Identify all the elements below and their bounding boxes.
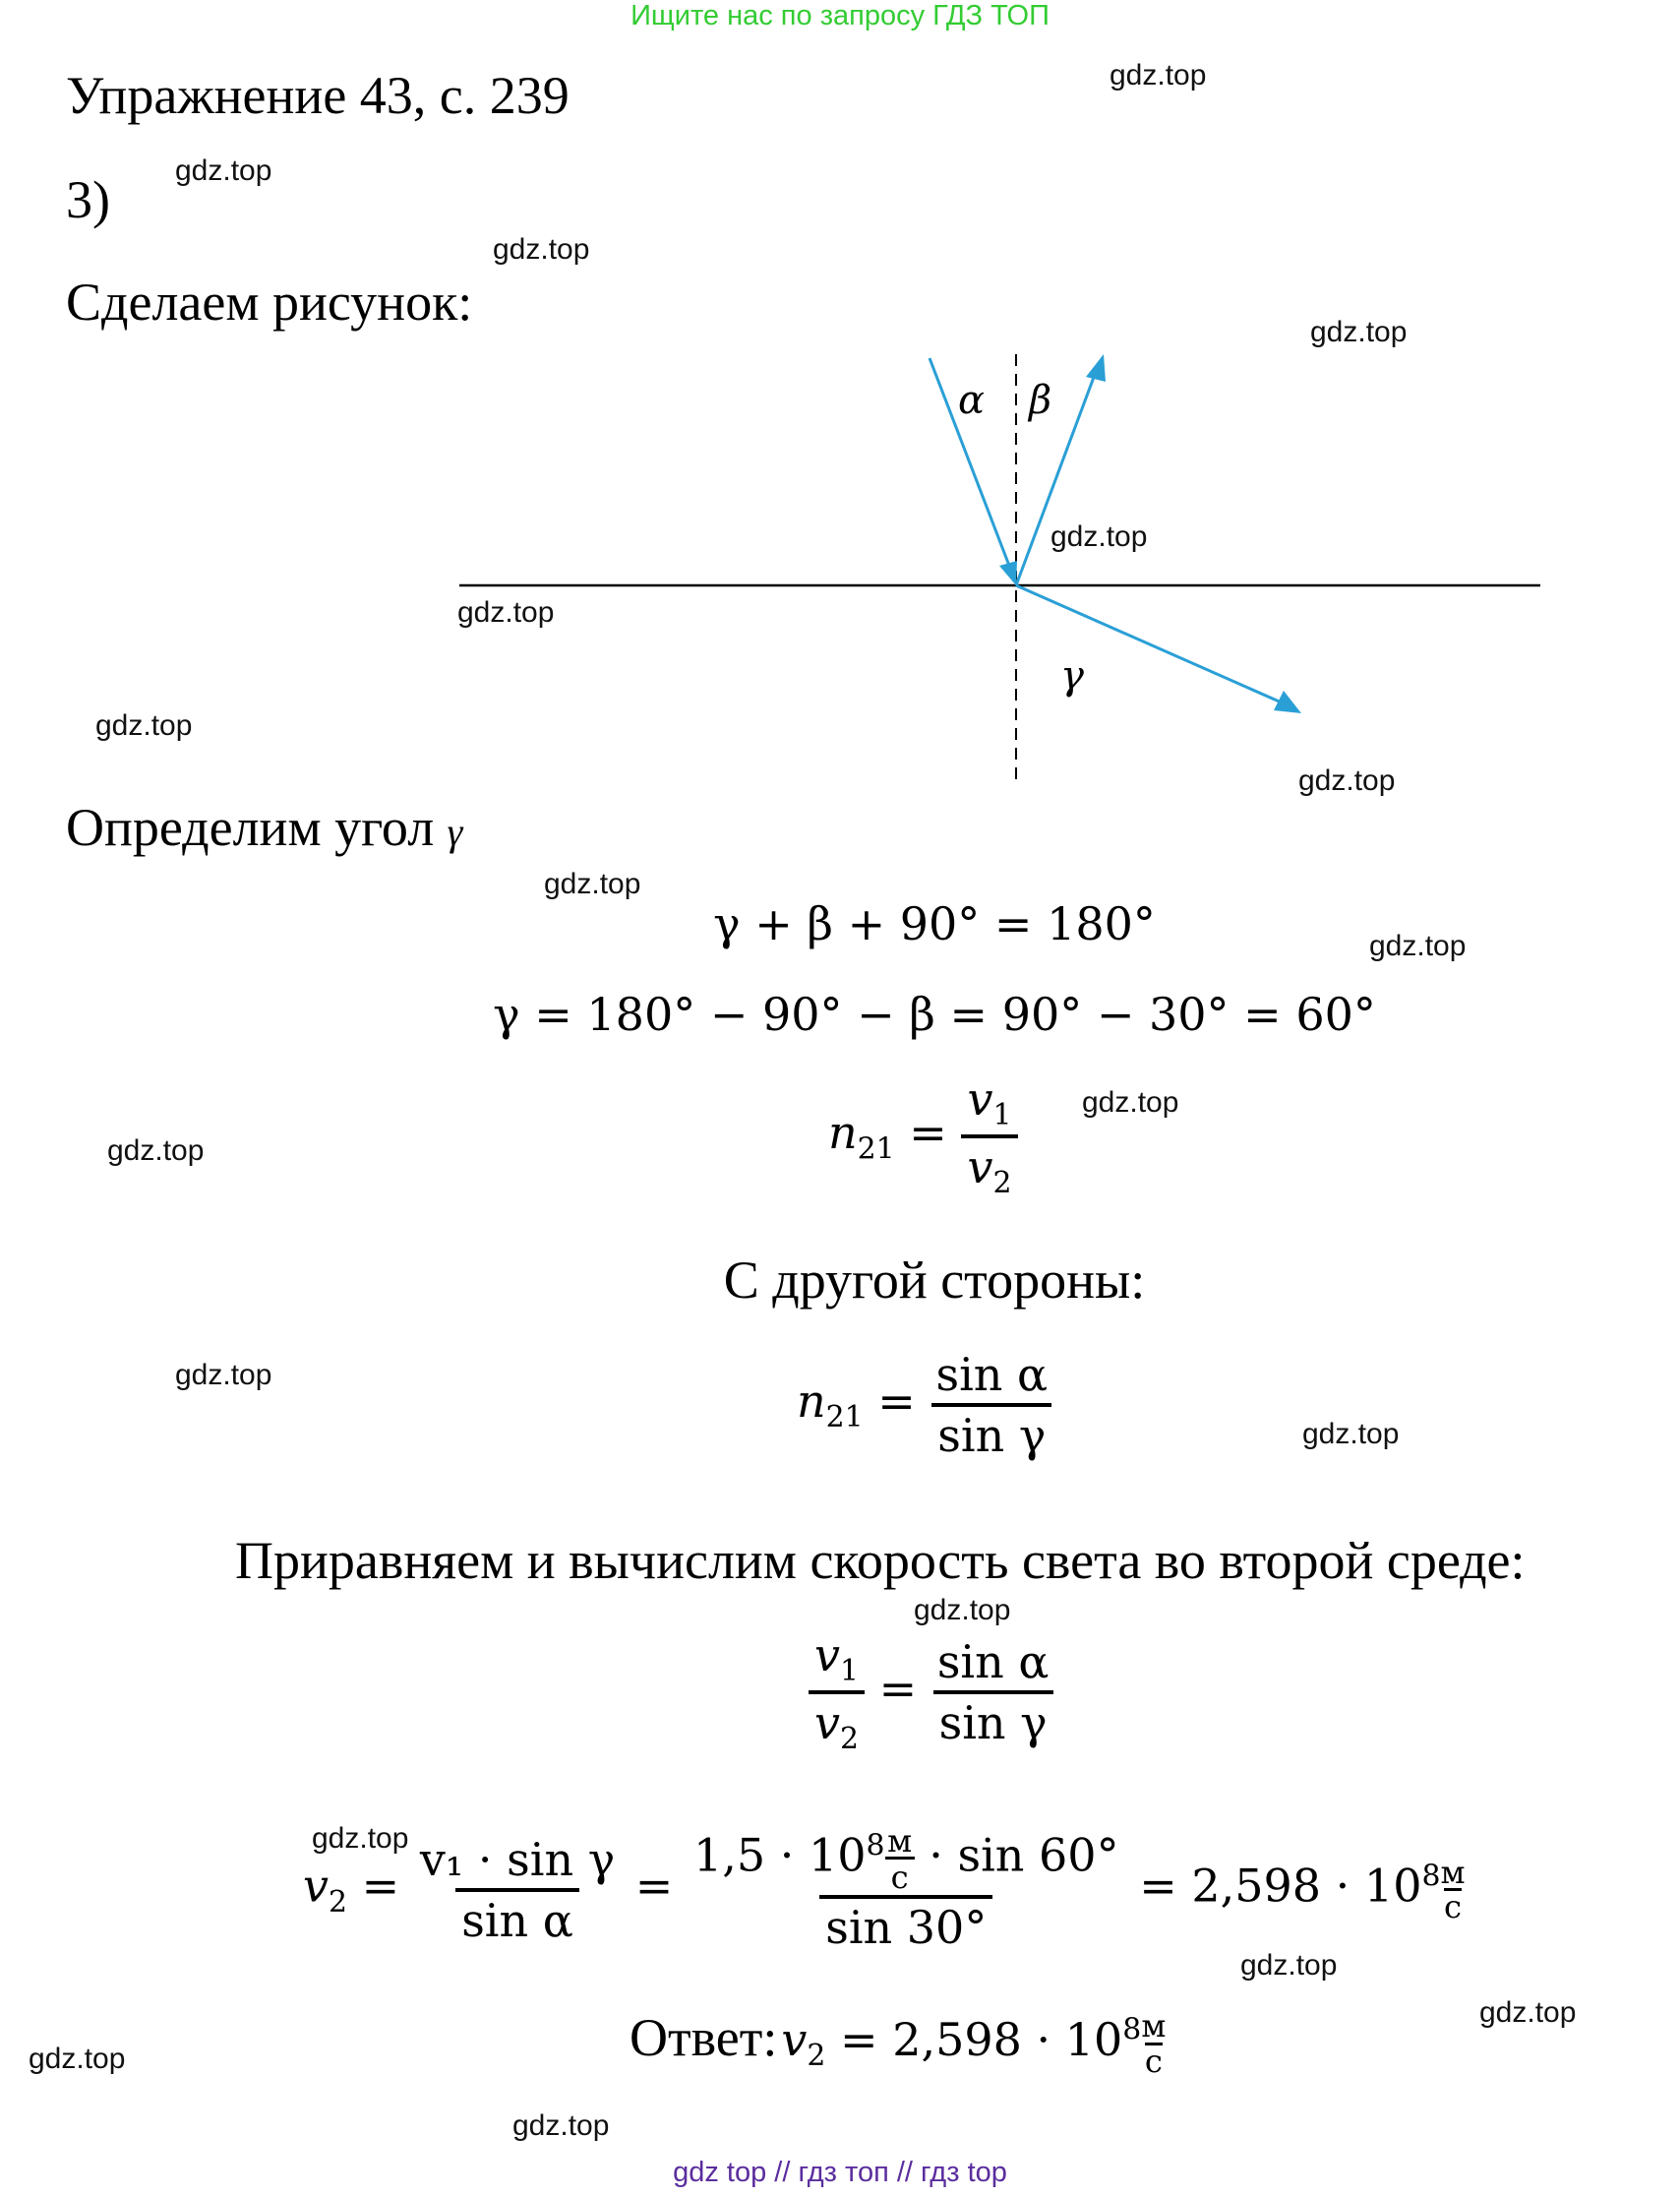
search-banner[interactable]: Ищите нас по запросу ГДЗ ТОП xyxy=(630,0,1050,31)
refraction-diagram xyxy=(0,0,1680,807)
watermark: gdz.top xyxy=(1310,316,1408,348)
equation-ratio: $\frac{v_1}{v_2}$ = $\frac{\text{sin α}}{\text{sin γ}}$ xyxy=(809,1628,1054,1756)
watermark: gdz.top xyxy=(1369,930,1467,962)
watermark: gdz.top xyxy=(1110,59,1207,92)
watermark: gdz.top xyxy=(1298,764,1396,797)
equate-label: Приравняем и вычислим скорость света во второй среде: xyxy=(235,1531,1526,1590)
equation-angle-sum: γ + β + 90° = 180° xyxy=(713,897,1156,950)
exercise-title: Упражнение 43, с. 239 xyxy=(66,66,570,125)
equation-v2-calc: $v_2$ = $\frac{\text{v₁ · sin γ}}{\text{sin α}}$ = $1,5 \cdot 10^8$ м с · sin 60° sin 30° = $2,598 \cdot 10^8$ м с xyxy=(303,1822,1466,1955)
find-angle-label: Определим угол γ xyxy=(66,798,463,857)
equation-gamma: γ = 180° − 90° − β = 90° − 30° = 60° xyxy=(493,988,1376,1041)
watermark: gdz.top xyxy=(1302,1418,1400,1450)
watermark: gdz.top xyxy=(29,2043,126,2075)
watermark: gdz.top xyxy=(1479,1996,1577,2029)
watermark: gdz.top xyxy=(544,868,641,900)
watermark: gdz.top xyxy=(1240,1949,1338,1982)
watermark: gdz.top xyxy=(1082,1086,1179,1119)
watermark: gdz.top xyxy=(512,2109,610,2142)
watermark: gdz.top xyxy=(1050,520,1148,553)
refracted-ray xyxy=(1016,585,1284,703)
watermark: gdz.top xyxy=(312,1822,409,1855)
watermark: gdz.top xyxy=(457,596,555,629)
watermark: gdz.top xyxy=(914,1594,1011,1626)
watermark: gdz.top xyxy=(95,709,193,742)
watermark: gdz.top xyxy=(175,1359,272,1391)
reflected-arrowhead xyxy=(1086,354,1106,382)
equation-n21-velocity: $n_{21}$ = $\frac{v_1}{v_2}$ xyxy=(828,1072,1018,1200)
label-alpha: α xyxy=(958,378,986,423)
watermark: gdz.top xyxy=(107,1134,205,1167)
watermark: gdz.top xyxy=(175,154,272,187)
label-gamma: γ xyxy=(1060,653,1084,699)
draw-label: Сделаем рисунок: xyxy=(66,273,473,332)
watermark: gdz.top xyxy=(493,233,590,266)
part-number: 3) xyxy=(66,170,110,229)
label-beta: β xyxy=(1029,378,1052,423)
other-side-label: С другой стороны: xyxy=(723,1251,1146,1310)
footer-links[interactable]: gdz top // гдз топ // гдз top xyxy=(673,2157,1007,2188)
equation-n21-sine: $n_{21}$ = $\frac{\text{sin α}}{\text{sin γ}}$ xyxy=(797,1348,1053,1462)
answer-line: Ответ: $v_2 = 2,598 \cdot 10^8$ м с xyxy=(630,2007,1167,2080)
incident-arrowhead xyxy=(999,561,1017,585)
